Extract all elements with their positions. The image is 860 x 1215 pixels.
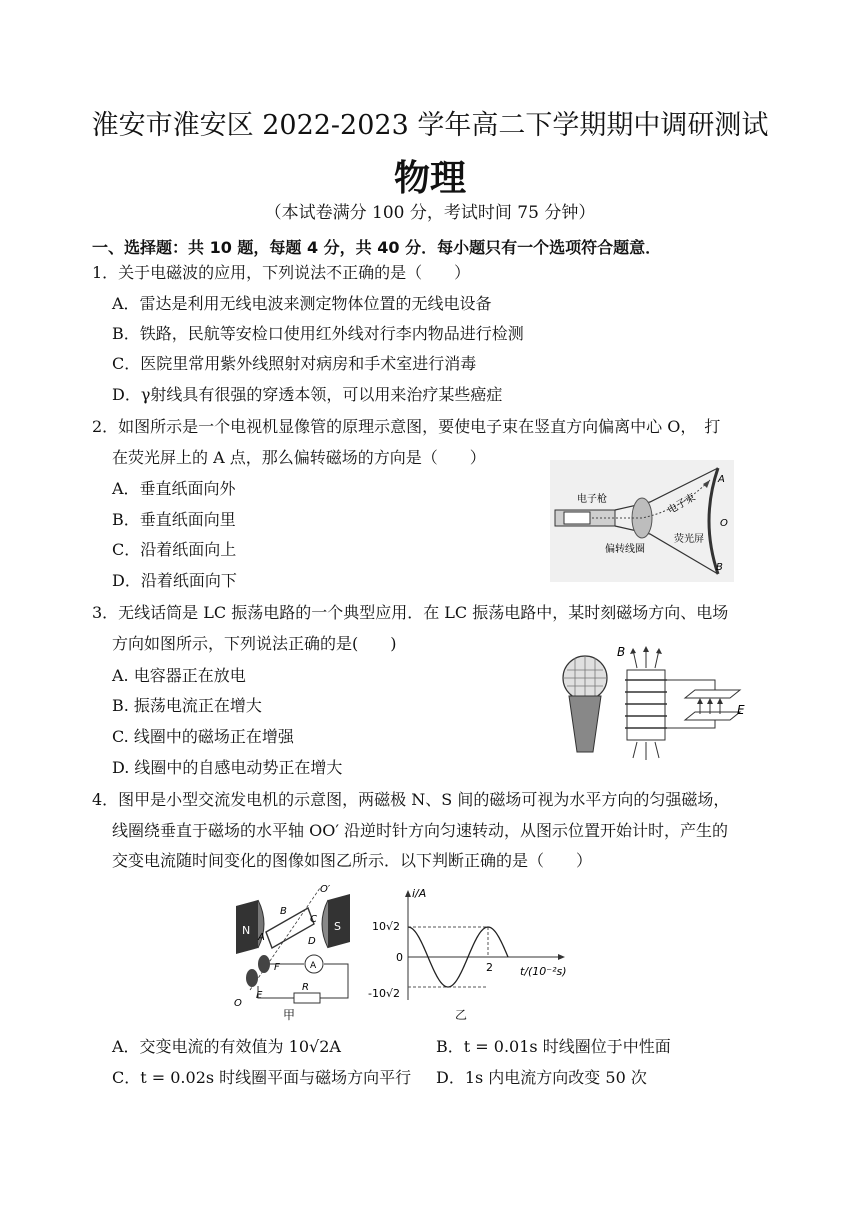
q4-option-d: D．1s 内电流方向改变 50 次 <box>436 1068 647 1087</box>
q4-option-b: B．t = 0.01s 时线圈位于中性面 <box>436 1037 671 1056</box>
lc-figure <box>555 640 765 770</box>
q2-stem-line2: 在荧光屏上的 A 点，那么偏转磁场的方向是（ ） <box>112 448 486 467</box>
label-b-field: B <box>617 645 626 659</box>
label-screen: 荧光屏 <box>674 534 704 545</box>
q3-option-a: A. 电容器正在放电 <box>112 666 246 685</box>
q2-option-c: C．沿着纸面向上 <box>112 540 237 559</box>
section-heading: 一、选择题：共 10 题，每题 4 分，共 40 分．每小题只有一个选项符合题意． <box>92 238 662 257</box>
exam-title: 淮安市淮安区 2022-2023 学年高二下学期期中调研测试 <box>91 110 769 141</box>
label-e-field: E <box>737 703 745 717</box>
label-b-pt: B <box>280 906 287 917</box>
q4-stem-line2: 线圈绕垂直于磁场的水平轴 OO′ 沿逆时针方向匀速转动，从图示位置开始计时，产生的 <box>112 821 729 840</box>
q4-option-c: C．t = 0.02s 时线圈平面与磁场方向平行 <box>112 1068 412 1087</box>
generator-figure <box>228 882 358 1022</box>
q3-stem-line2: 方向如图所示，下列说法正确的是( ) <box>112 634 397 653</box>
label-coil: 偏转线圈 <box>605 544 645 555</box>
q1-stem: 1．关于电磁波的应用，下列说法不正确的是（ ） <box>92 263 471 282</box>
resistor-icon <box>294 993 320 1003</box>
q1-option-b: B．铁路，民航等安检口使用红外线对行李内物品进行检测 <box>112 324 524 343</box>
caption-yi: 乙 <box>455 1008 468 1022</box>
label-a-pt: A <box>258 932 265 943</box>
capacitor-plate-top <box>685 690 740 698</box>
q3-option-b: B. 振荡电流正在增大 <box>112 696 262 715</box>
label-gun: 电子枪 <box>577 494 607 505</box>
q4-stem-line1: 4．图甲是小型交流发电机的示意图，两磁极 N、S 间的磁场可视为水平方向的匀强磁场， <box>92 790 730 809</box>
current-chart <box>368 885 568 1005</box>
q2-option-d: D．沿着纸面向下 <box>112 571 237 590</box>
q4-option-a: A．交变电流的有效值为 10√2A <box>112 1037 341 1056</box>
label-beam: 电子束 <box>666 492 698 517</box>
label-f-pt: F <box>274 962 280 973</box>
exam-note: （本试卷满分 100 分，考试时间 75 分钟） <box>264 203 596 223</box>
q2-option-a: A．垂直纸面向外 <box>112 479 236 498</box>
label-a: A <box>718 474 725 485</box>
chart-ylabel: i/A <box>412 887 427 900</box>
crt-figure <box>550 460 734 582</box>
label-ammeter: A <box>310 961 317 971</box>
label-e-pt: E <box>256 990 263 1001</box>
ytick-bottom: -10√2 <box>368 987 400 1000</box>
q1-option-c: C．医院里常用紫外线照射对病房和手术室进行消毒 <box>112 354 477 373</box>
label-d-pt: D <box>308 936 316 947</box>
chart-xlabel: t/(10⁻²s) <box>520 965 567 978</box>
q2-option-b: B．垂直纸面向里 <box>112 510 236 529</box>
label-c-pt: C <box>310 914 317 925</box>
label-n-pole: N <box>242 924 251 937</box>
label-b: B <box>716 562 723 573</box>
label-s-pole: S <box>334 920 341 933</box>
coil-abcd <box>266 908 314 948</box>
q3-option-c: C. 线圈中的磁场正在增强 <box>112 727 294 746</box>
screen-arc <box>709 468 718 574</box>
q1-option-d: D．γ射线具有很强的穿透本领，可以用来治疗某些癌症 <box>112 385 503 404</box>
ytick-top: 10√2 <box>372 920 401 933</box>
q3-option-d: D. 线圈中的自感电动势正在增大 <box>112 758 343 777</box>
label-o-prime: O′ <box>320 884 331 895</box>
label-o-pt: O <box>234 998 242 1009</box>
electron-gun <box>564 512 590 524</box>
q1-option-a: A．雷达是利用无线电波来测定物体位置的无线电设备 <box>112 294 492 313</box>
label-r: R <box>302 982 309 993</box>
label-o: O <box>720 518 728 529</box>
ytick-zero: 0 <box>396 951 403 964</box>
capacitor-plate-bottom <box>685 712 740 720</box>
microphone-handle <box>569 696 601 752</box>
q2-stem-line1: 2．如图所示是一个电视机显像管的原理示意图，要使电子束在竖直方向偏离中心 O， 打 <box>92 417 721 436</box>
tube-funnel <box>615 468 718 574</box>
xtick-2: 2 <box>486 961 493 974</box>
coil-windings <box>625 680 667 728</box>
q3-stem-line1: 3．无线话筒是 LC 振荡电路的一个典型应用．在 LC 振荡电路中，某时刻磁场方向、电场 <box>92 603 729 622</box>
current-chart-svg <box>368 885 568 1005</box>
caption-jia: 甲 <box>283 1008 296 1022</box>
subject-title: 物理 <box>393 158 466 199</box>
q4-stem-line3: 交变电流随时间变化的图像如图乙所示．以下判断正确的是（ ） <box>112 851 593 870</box>
